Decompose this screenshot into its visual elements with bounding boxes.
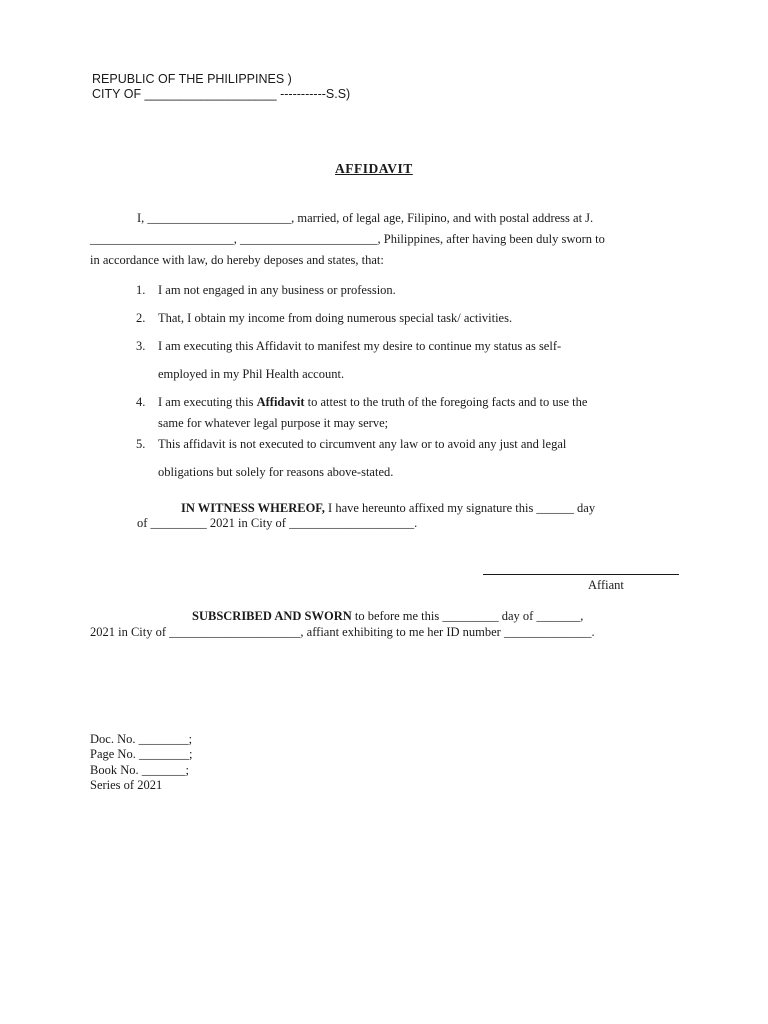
list-item-4 [136, 395, 587, 410]
subscribed-heading: SUBSCRIBED AND SWORN [192, 609, 352, 623]
affiant-label: Affiant [588, 578, 624, 592]
witness-line-2: of _________ 2021 in City of ____________________. [137, 516, 418, 530]
list-item-1 [136, 283, 396, 298]
subscribed-line-1 [192, 609, 583, 624]
list-item-2 [136, 311, 512, 326]
header-city: CITY OF ___________________ -----------S.S) [92, 87, 351, 101]
signature-line [483, 574, 679, 575]
list-item-number: 4. [136, 395, 146, 409]
intro-line-3: in accordance with law, do hereby deposes and states, that: [90, 253, 384, 267]
doc-number: Doc. No. ________; [90, 732, 193, 746]
list-item-3 [136, 339, 561, 354]
list-item-5 [136, 437, 566, 452]
header-republic: REPUBLIC OF THE PHILIPPINES ) [92, 72, 292, 86]
document-title: AFFIDAVIT [335, 161, 413, 176]
subscribed-text: to before me this _________ day of _______, [351, 609, 584, 623]
list-item-text: I am not engaged in any business or profession. [158, 283, 396, 297]
page-number: Page No. ________; [90, 747, 193, 761]
list-item-3-continued: employed in my Phil Health account. [158, 367, 345, 381]
book-number: Book No. _______; [90, 763, 189, 777]
witness-line-1 [181, 501, 595, 516]
list-item-4-continued: same for whatever legal purpose it may serve; [158, 416, 389, 430]
list-item-5-continued: obligations but solely for reasons above-stated. [158, 465, 394, 479]
list-item-number: 2. [136, 311, 146, 325]
witness-heading: IN WITNESS WHEREOF, [181, 501, 325, 515]
list-item-text-pre: I am executing this [158, 395, 257, 409]
list-item-text: That, I obtain my income from doing numerous special task/ activities. [158, 311, 513, 325]
witness-text: I have hereunto affixed my signature this ______ day [324, 501, 596, 515]
list-item-text-bold: Affidavit [256, 395, 305, 409]
list-item-number: 3. [136, 339, 146, 353]
intro-line-1: I, _______________________, married, of legal age, Filipino, and with postal address at J. [137, 211, 594, 225]
series-year: Series of 2021 [90, 778, 163, 792]
list-item-text: This affidavit is not executed to circumvent any law or to avoid any just and legal [158, 437, 567, 451]
list-item-text-post: to attest to the truth of the foregoing facts and to use the [304, 395, 588, 409]
intro-line-2: _______________________, ______________________, Philippines, after having been duly sworn to [90, 232, 605, 246]
list-item-number: 1. [136, 283, 146, 297]
subscribed-line-2: 2021 in City of _____________________, affiant exhibiting to me her ID number ______________. [90, 625, 595, 639]
list-item-number: 5. [136, 437, 146, 451]
list-item-text: I am executing this Affidavit to manifest my desire to continue my status as self- [158, 339, 562, 353]
